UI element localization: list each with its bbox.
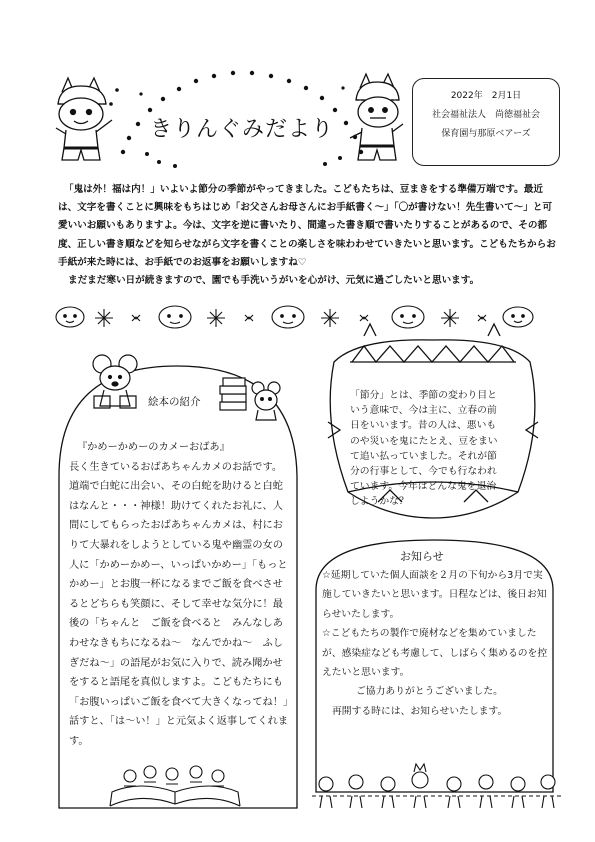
setsubun-explanation: 「節分」とは、季節の変わり目という意味で、今は主に、立春の前日をいいます。昔の人は、悪いものや災いを鬼にたとえ、豆をまいて追い払っていました。それが節分の行事として、今でも行なわれています。今年はどんな鬼を退治しようかな？: [350, 390, 498, 508]
book-intro-heading: 絵本の紹介: [148, 396, 201, 408]
notice-heading: お知らせ: [400, 550, 444, 563]
intro-paragraph: 「鬼は外！福は内！」いよいよ節分の季節がやってきました。こどもたちは、豆まきをする準備万端です。最近は、文字を書くことに興味をもちはじめ「お父さんお母さんにお手紙書く～」「〇が書けない！先生書いて～」と可愛いいお願いもありますよ。今は、文字を逆に書いたり、間違った書き順で書いたりすることがあるので、その都度、正しい書き順などを知らせながら文字を書くことの楽しさを味わわせていきたいと思います。こどもたちからお手紙が来た時には、お手紙でのお返事をお願いしますね♡: [58, 184, 556, 268]
book-story: 長く生きているおばあちゃんカメのお話です。道端で白蛇に出会い、その白蛇を助けると白蛇はなんと・・・神様！助けてくれたお礼に、人間にしてもらったおばあちゃんカメは、村におりて大暴れをしようとしている鬼や幽霊の女の人に「かめーかめー、いっぱいかめー」「もっと かめー」とお腹一杯になるまでご飯を食べさせるとどちらも笑顔に、そして幸せな気分に！最後の「ちゃんと ご飯を食べると みんなしあわせなきもちになるね～ なんでかね～ ふしぎだね～」の語尾がお気に入りで、読み聞かせをすると語尾を真似しますよ。こどもたちにも「お腹いっぱいご飯を食べて大きくなってね！」話すと、「は～い！」と元気よく返事してくれます。: [69, 461, 298, 747]
notice-resume: 再開する時には、お知らせいたします。: [332, 705, 508, 717]
book-intro-body: [69, 438, 298, 752]
notice-body: [322, 566, 550, 721]
children-oni-parade-illustration: [312, 756, 562, 812]
intro-paragraph-closing: まだまだ寒い日が続きますので、園でも手洗いうがいを心がけ、元気に過ごしたいと思います。: [68, 275, 480, 287]
intro-section: [58, 181, 558, 290]
open-book-children-illustration: [100, 762, 250, 812]
notice-item-interview: ☆延期していた個人面談を２月の下旬から3月で実施していきたいと思います。日程などは、後日お知らせいたします。: [322, 570, 547, 620]
notice-thanks: ご協力ありがとうございました。: [356, 686, 503, 698]
notice-item-materials: ☆こどもたちの製作で廃材などを集めていましたが、感染症なども考慮して、しばらく集めるのを控えたいと思います。: [322, 628, 548, 679]
mouse-reading-illustration: [86, 352, 150, 412]
header-info-box: [412, 78, 560, 166]
organization-type: 社会福祉法人 尚徳福祉会: [431, 110, 540, 120]
newsletter-title: きりんぐみだより: [150, 117, 335, 142]
books-mouse-illustration: [218, 374, 290, 422]
oni-child-left-illustration: [48, 74, 120, 166]
book-title: 『かめーかめーのカメーおばあ』: [77, 442, 230, 453]
issue-date: 2022年 2月1日: [450, 91, 522, 101]
facility-name: 保育園与那原ベアーズ: [441, 129, 531, 139]
